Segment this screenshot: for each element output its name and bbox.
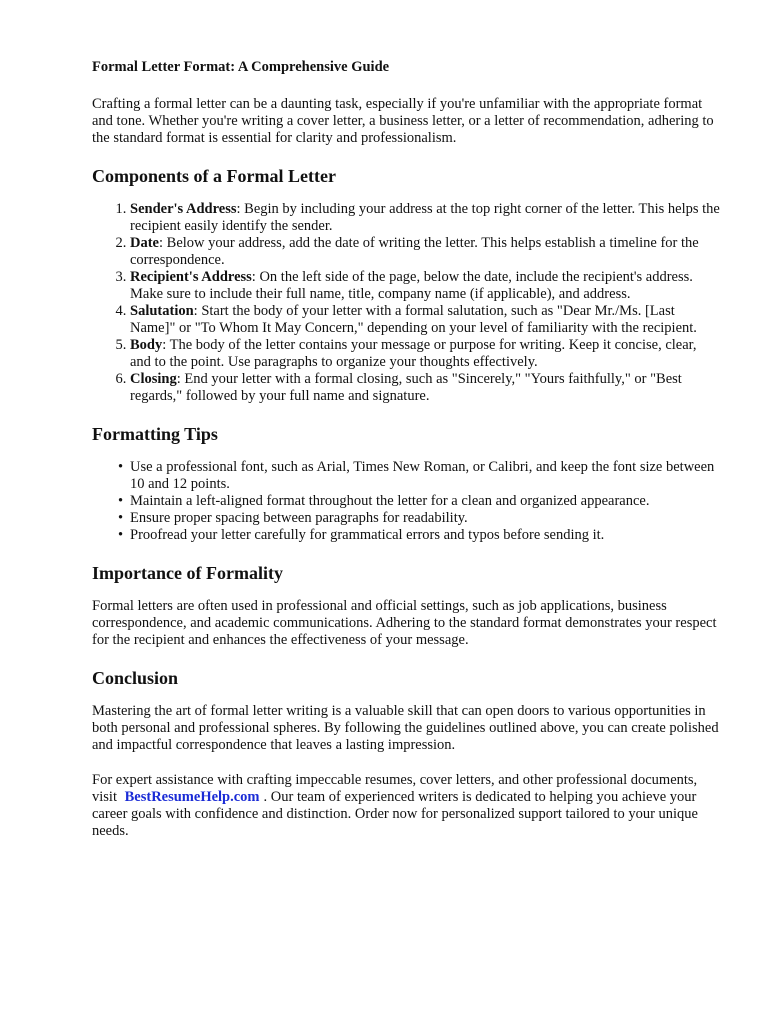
- item-label: Salutation: [130, 303, 194, 319]
- item-text: : End your letter with a formal closing, such as "Sincerely," "Yours faithfully," or "Best regards," followed by your full name and signature.: [130, 371, 682, 404]
- formality-paragraph: Formal letters are often used in professional and official settings, such as job applications, business correspondence, and academic communications. Adhering to the standard format demonstrates your respect for the recipient and enhances the effectiveness of your message.: [92, 598, 717, 648]
- components-heading: Components of a Formal Letter: [92, 166, 336, 186]
- list-item: [130, 235, 720, 269]
- formality-heading: Importance of Formality: [92, 563, 283, 583]
- list-item: [118, 527, 720, 544]
- bullet-icon: •: [118, 510, 124, 526]
- item-label: Body: [130, 337, 163, 353]
- bullet-icon: •: [118, 459, 124, 475]
- intro-paragraph: Crafting a formal letter can be a daunting task, especially if you're unfamiliar with the appropriate format and tone. Whether you're writing a cover letter, a business letter, or a letter of recommendation, adhering to the standard format is essential for clarity and professionalism.: [92, 96, 714, 146]
- components-list: [92, 201, 720, 405]
- conclusion-paragraph: Mastering the art of formal letter writing is a valuable skill that can open doors to various opportunities in both personal and professional spheres. By following the guidelines outlined above, you can create polished and impactful correspondence that leaves a lasting impression.: [92, 703, 719, 753]
- item-label: Sender's Address: [130, 201, 237, 217]
- best-resume-help-link[interactable]: BestResumeHelp.com: [124, 789, 260, 805]
- promo-text-after: . Our team of experienced writers is dedicated to helping you achieve your career goals with confidence and distinction. Order now for personalized support tailored to your unique needs.: [92, 789, 698, 839]
- item-text: : Begin by including your address at the top right corner of the letter. This helps the recipient easily identify the sender.: [130, 201, 720, 234]
- tip-text: Ensure proper spacing between paragraphs for readability.: [130, 510, 468, 526]
- item-label: Recipient's Address: [130, 269, 252, 285]
- list-item: [130, 337, 720, 371]
- tip-text: Use a professional font, such as Arial, Times New Roman, or Calibri, and keep the font size between 10 and 12 points.: [130, 459, 715, 492]
- item-label: Date: [130, 235, 159, 251]
- tip-text: Proofread your letter carefully for grammatical errors and typos before sending it.: [130, 527, 605, 543]
- conclusion-heading: Conclusion: [92, 668, 179, 688]
- list-item: [118, 510, 720, 527]
- bullet-icon: •: [118, 493, 124, 509]
- list-item: [130, 201, 720, 235]
- item-label: Closing: [130, 371, 177, 387]
- item-text: : On the left side of the page, below the date, include the recipient's address. Make sure to include their full name, title, company name (if applicable), and address.: [130, 269, 693, 302]
- tip-text: Maintain a left-aligned format throughout the letter for a clean and organized appearance.: [130, 493, 650, 509]
- item-text: : The body of the letter contains your message or purpose for writing. Keep it concise, clear, and to the point. Use paragraphs to organize your thoughts effectively.: [130, 337, 697, 370]
- item-text: : Start the body of your letter with a formal salutation, such as "Dear Mr./Ms. [Last Name]" or "To Whom It May Concern," depending on your level of familiarity with the recipient.: [130, 303, 697, 336]
- list-item: [130, 303, 720, 337]
- promo-paragraph: [92, 772, 720, 840]
- bullet-icon: •: [118, 527, 124, 543]
- list-item: [130, 269, 720, 303]
- list-item: [130, 371, 720, 405]
- list-item: [118, 459, 720, 493]
- promo-text-before: For expert assistance with crafting impeccable resumes, cover letters, and other professional documents, visit: [92, 772, 698, 805]
- document-title: Formal Letter Format: A Comprehensive Guide: [92, 59, 390, 75]
- list-item: [118, 493, 720, 510]
- formatting-tips-list: [92, 459, 720, 544]
- formatting-tips-heading: Formatting Tips: [92, 424, 218, 444]
- item-text: : Below your address, add the date of writing the letter. This helps establish a timeline for the correspondence.: [130, 235, 699, 268]
